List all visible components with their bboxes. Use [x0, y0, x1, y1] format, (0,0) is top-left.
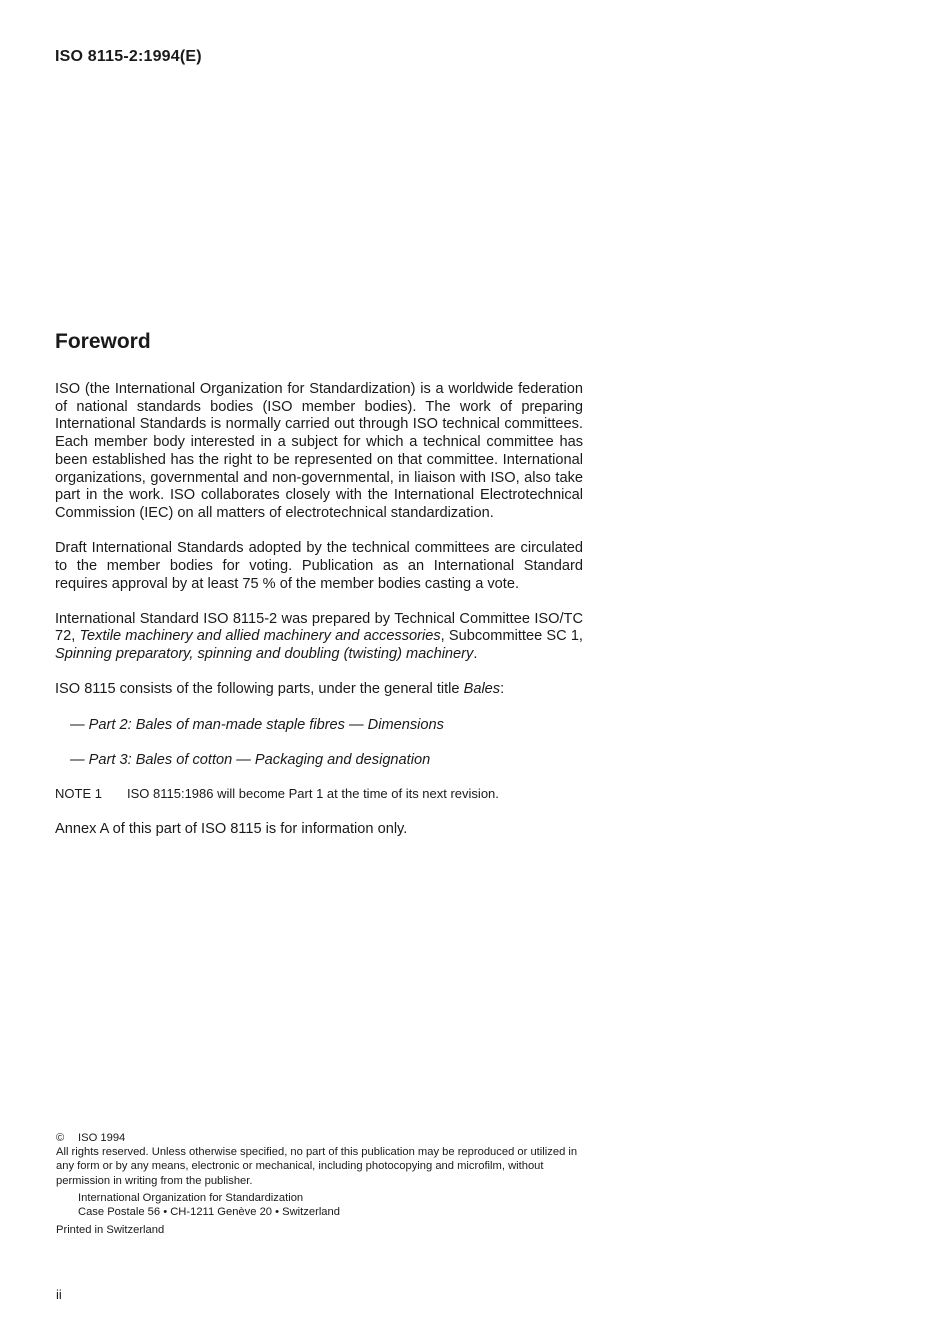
general-title: Bales — [463, 681, 501, 698]
preparation-text-1: International Standard ISO 8115-2 was prepared by Technical Committee ISO/TC 72, — [55, 610, 583, 645]
organization-name: International Organization for Standardization — [78, 1191, 304, 1204]
paragraph-draft-standards: Draft International Standards adopted by the technical committees are circulated to the member bodies for voting. Publication as an International Standard requires approval by at least 75 % of the member bodies casting a vote. — [55, 540, 583, 592]
subcommittee-title: Spinning preparatory, spinning and doubling (twisting) machinery — [55, 646, 474, 663]
note-1 — [55, 785, 583, 803]
parts-text: ISO 8115 consists of the following parts, under the general title — [55, 681, 464, 698]
part-2-title: — Part 2: Bales of man-made staple fibres — Dimensions — [70, 716, 444, 733]
parts-colon: : — [500, 681, 505, 698]
paragraph-parts — [55, 681, 583, 699]
paragraph-iso-intro: ISO (the International Organization for Standardization) is a worldwide federation of national standards bodies (ISO member bodies). The work of preparing International Standards is normally carried out through ISO technical committees. Each member body interested in a subject for which a technical committee has been established has the right to be represented on that committee. International organizations, governmental and non-governmental, in liaison with ISO, also take part in the work. ISO collaborates closely with the International Electrotechnical Commission (IEC) on all matters of electrotechnical standardization. — [55, 381, 583, 521]
part-3-title: — Part 3: Bales of cotton — Packaging and designation — [70, 751, 431, 768]
copyright-line — [56, 1131, 586, 1145]
committee-title: Textile machinery and allied machinery and accessories — [79, 628, 441, 645]
page-number: ii — [56, 1287, 62, 1302]
foreword-body — [55, 381, 583, 856]
preparation-text-3: . — [473, 646, 478, 663]
printed-in: Printed in Switzerland — [56, 1224, 165, 1237]
paragraph-preparation — [55, 611, 583, 664]
list-item — [70, 752, 583, 770]
organization-address: Case Postale 56 • CH-1211 Genève 20 • Switzerland — [78, 1206, 340, 1219]
copyright-year: ISO 1994 — [78, 1132, 126, 1144]
note-text: ISO 8115:1986 will become Part 1 at the time of its next revision. — [127, 785, 499, 801]
copyright-block — [56, 1131, 586, 1237]
rights-statement: All rights reserved. Unless otherwise specified, no part of this publication may be reproduced or utilized in any form or by any means, electronic or mechanical, including photocopying and microfilm, without permission in writing from the publisher. — [56, 1146, 578, 1187]
preparation-text-2: , Subcommittee SC 1, — [440, 628, 583, 645]
paragraph-annex: Annex A of this part of ISO 8115 is for information only. — [55, 820, 408, 837]
copyright-icon: © — [56, 1132, 65, 1144]
note-label: NOTE 1 — [55, 785, 102, 801]
foreword-heading: Foreword — [55, 330, 151, 353]
document-header: ISO 8115-2:1994(E) — [55, 48, 202, 65]
list-item — [70, 717, 583, 735]
